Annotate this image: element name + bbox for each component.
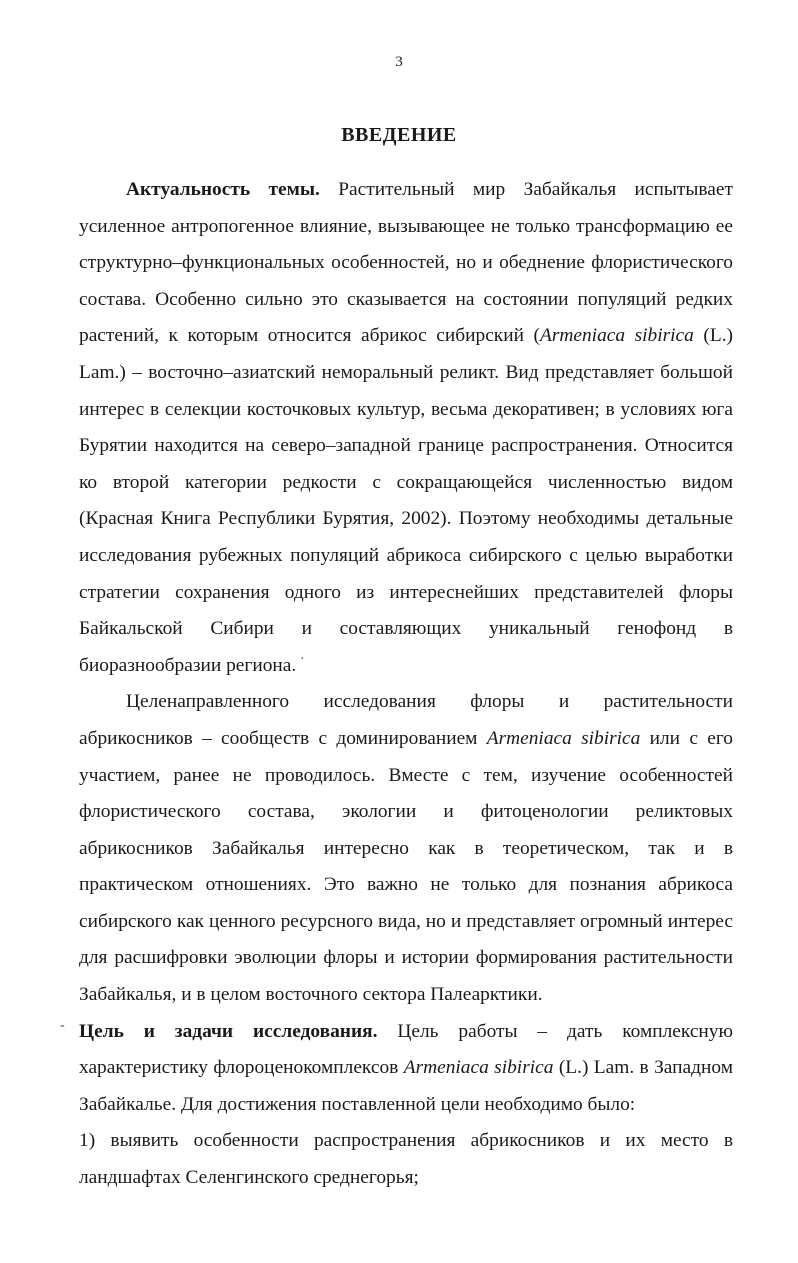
research-gap-text-2: или с его участием, ранее не проводилось. Вместе с тем, изучение особенностей флористического состава, экологии и фитоценологии реликтовых абрикосников Забайкалья интересно как в теоретическом, так и в практическом отношениях. Это важно не только для познания абрикоса сибирского как ценного ресурсного вида, но и представляет огромный интерес для расшифровки эволюции флоры и истории формирования растительности Забайкалья, и в целом восточного сектора Палеарктики. (79, 727, 733, 1006)
paragraph-relevance (79, 172, 733, 684)
body-text (79, 172, 733, 1197)
paragraph-goals (79, 1014, 733, 1124)
goals-text-1: Цель работы – дать комплексную характеристику флороценокомплексов (79, 1020, 733, 1079)
relevance-text-1: Растительный мир Забайкалья испытывает усиленное антропогенное влияние, вызывающее не только трансформацию ее структурно–функциональных особенностей, но и обеднение флористического состава. Особенно сильно это сказывается на состоянии популяций редких растений, к которым относится абрикос сибирский ( (79, 179, 733, 347)
research-gap-text-1: Целенаправленного исследования флоры и растительности абрикосников – сообществ с доминированием (79, 691, 733, 749)
section-title: ВВЕДЕНИЕ (341, 124, 457, 146)
goals-heading: Цель и задачи исследования. (79, 1020, 378, 1042)
species-name: Armeniaca sibirica (403, 1057, 554, 1079)
goals-text-2: (L.) Lam. в Западном Забайкалье. Для достижения поставленной цели необходимо было: (79, 1057, 733, 1115)
page-number: 3 (395, 54, 403, 70)
species-name: Armeniaca sibirica (486, 727, 641, 749)
stray-dot-mark: · (300, 652, 305, 667)
margin-dash-mark: - (60, 1018, 65, 1033)
species-name: Armeniaca sibirica (539, 325, 694, 347)
relevance-heading: Актуальность темы. (126, 179, 320, 200)
paragraph-research-gap (79, 684, 733, 1013)
relevance-text-2: (L.) Lam.) – восточно–азиатский неморальный реликт. Вид представляет большой интерес в селекции косточковых культур, весьма декоративен; в условиях юга Бурятии находится на северо–западной границе распространения. Относится ко второй категории редкости с сокращающейся численностью видом (Красная Книга Республики Бурятия, 2002). Поэтому необходимы детальные исследования рубежных популяций абрикоса сибирского с целью выработки стратегии сохранения одного из интереснейших представителей флоры Байкальской Сибири и составляющих уникальный генофонд в биоразнообразии региона. (79, 325, 733, 676)
paragraph-task-1: 1) выявить особенности распространения абрикосников и их место в ландшафтах Селенгинского среднегорья; (79, 1130, 733, 1189)
